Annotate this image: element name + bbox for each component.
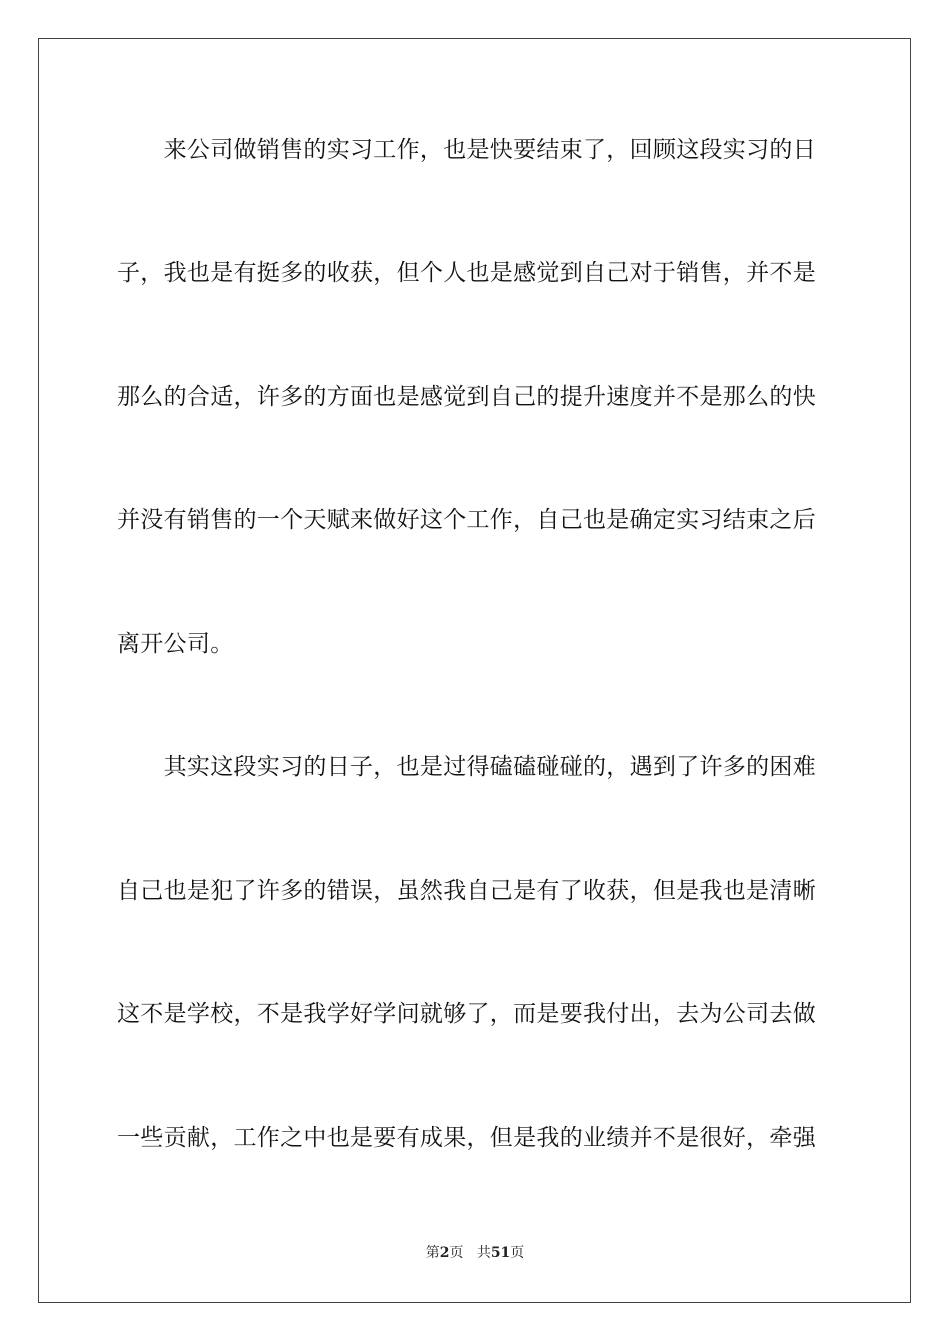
paragraph-1-line-3: 那么的合适，许多的方面也是感觉到自己的提升速度并不是那么的快 — [117, 384, 816, 410]
paragraph-2-line-2: 自己也是犯了许多的错误，虽然我自己是有了收获，但是我也是清晰 — [117, 878, 816, 904]
footer-total-prefix: 共 — [476, 1245, 491, 1261]
footer-total-suffix: 页 — [510, 1245, 525, 1261]
footer-prefix: 第 — [425, 1245, 440, 1261]
paragraph-1-line-1: 来公司做销售的实习工作，也是快要结束了，回顾这段实习的日 — [117, 137, 816, 163]
paragraph-1-line-2: 子，我也是有挺多的收获，但个人也是感觉到自己对于销售，并不是 — [117, 260, 816, 286]
footer-page-suffix: 页 — [449, 1245, 464, 1261]
page-border — [38, 38, 911, 1303]
paragraph-2-line-3: 这不是学校，不是我学好学问就够了，而是要我付出，去为公司去做 — [117, 1001, 816, 1027]
total-page-count: 51 — [490, 1245, 511, 1261]
paragraph-1-line-5: 离开公司。 — [117, 631, 234, 657]
current-page-number: 2 — [439, 1245, 450, 1261]
page-footer — [0, 1243, 950, 1263]
paragraph-2-line-4: 一些贡献，工作之中也是要有成果，但是我的业绩并不是很好，牵强 — [117, 1125, 816, 1151]
paragraph-1-line-4: 并没有销售的一个天赋来做好这个工作，自己也是确定实习结束之后 — [117, 507, 816, 533]
paragraph-2-line-1: 其实这段实习的日子，也是过得磕磕碰碰的，遇到了许多的困难 — [117, 754, 816, 780]
